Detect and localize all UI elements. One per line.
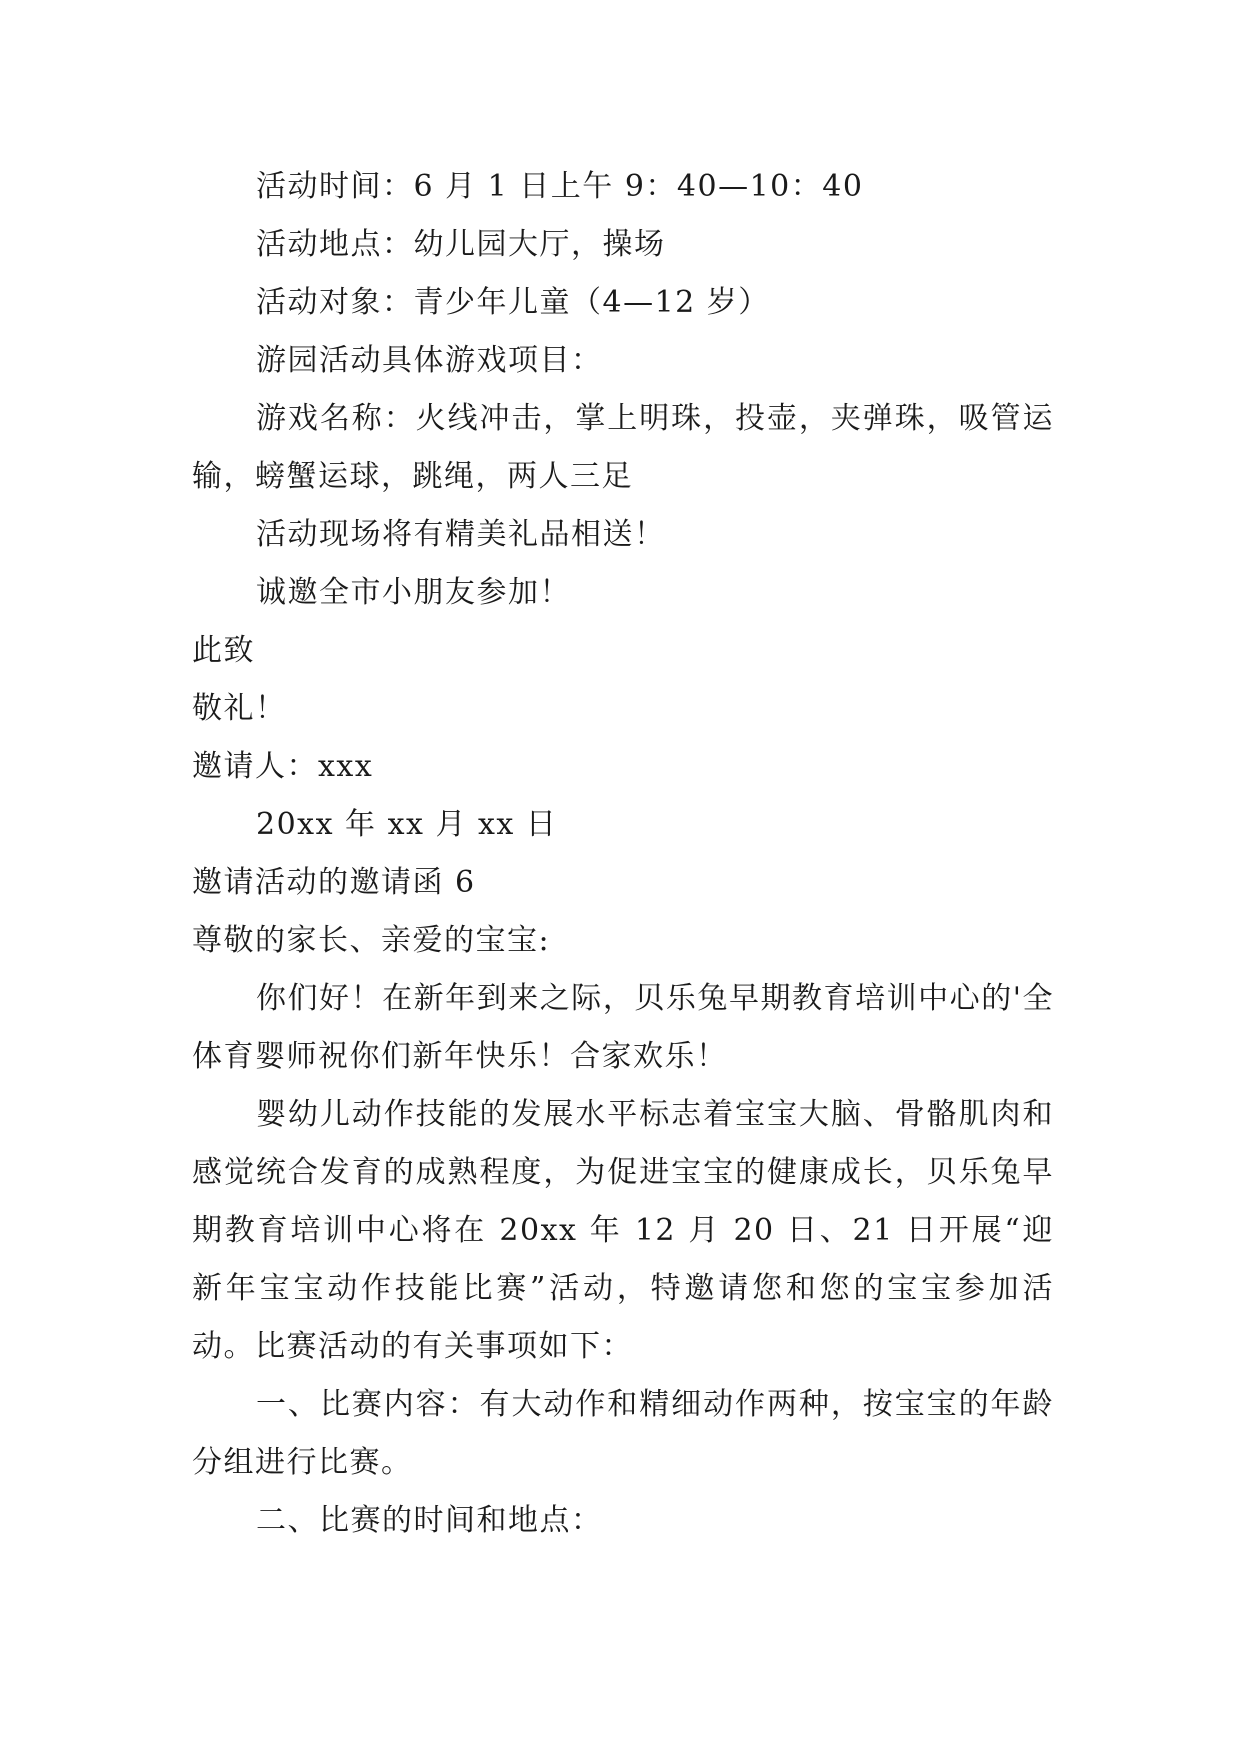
closing-salutation: 此致 (192, 633, 255, 668)
greeting-line: 尊敬的家长、亲爱的宝宝: (192, 923, 551, 958)
activity-location-line: 活动地点：幼儿园大厅，操场 (256, 227, 666, 262)
inviter-line: 邀请人：xxx (192, 749, 374, 784)
competition-intro-paragraph: 婴幼儿动作技能的发展水平标志着宝宝大脑、骨骼肌肉和感觉统合发育的成熟程度，为促进宝宝的健康成长，贝乐兔早期教育培训中心将在 20xx 年 12 月 20 日、21 日开展“迎新年宝宝动作技能比赛”活动，特邀请您和您的宝宝参加活动。比赛活动的有关事项如下： (192, 1097, 1054, 1364)
activity-time-line: 活动时间：6 月 1 日上午 9：40—10：40 (256, 169, 864, 204)
closing-regards: 敬礼！ (192, 691, 287, 726)
game-names-paragraph: 游戏名称：火线冲击，掌上明珠，投壶，夹弹珠，吸管运输，螃蟹运球，跳绳，两人三足 (192, 401, 1054, 494)
new-year-greeting-paragraph: 你们好！在新年到来之际，贝乐兔早期教育培训中心的'全体育婴师祝你们新年快乐！合家欢乐！ (192, 981, 1054, 1074)
time-location-heading: 二、比赛的时间和地点： (256, 1503, 603, 1538)
document-body (192, 158, 1054, 1550)
invitation-line: 诚邀全市小朋友参加！ (256, 575, 571, 610)
competition-content-paragraph: 一、比赛内容：有大动作和精细动作两种，按宝宝的年龄分组进行比赛。 (192, 1387, 1054, 1480)
gift-notice-line: 活动现场将有精美礼品相送！ (256, 517, 666, 552)
activity-audience-line: 活动对象：青少年儿童（4—12 岁） (256, 285, 770, 320)
game-items-heading: 游园活动具体游戏项目： (256, 343, 603, 378)
section-title: 邀请活动的邀请函 6 (192, 865, 476, 900)
date-line: 20xx 年 xx 月 xx 日 (256, 807, 558, 842)
